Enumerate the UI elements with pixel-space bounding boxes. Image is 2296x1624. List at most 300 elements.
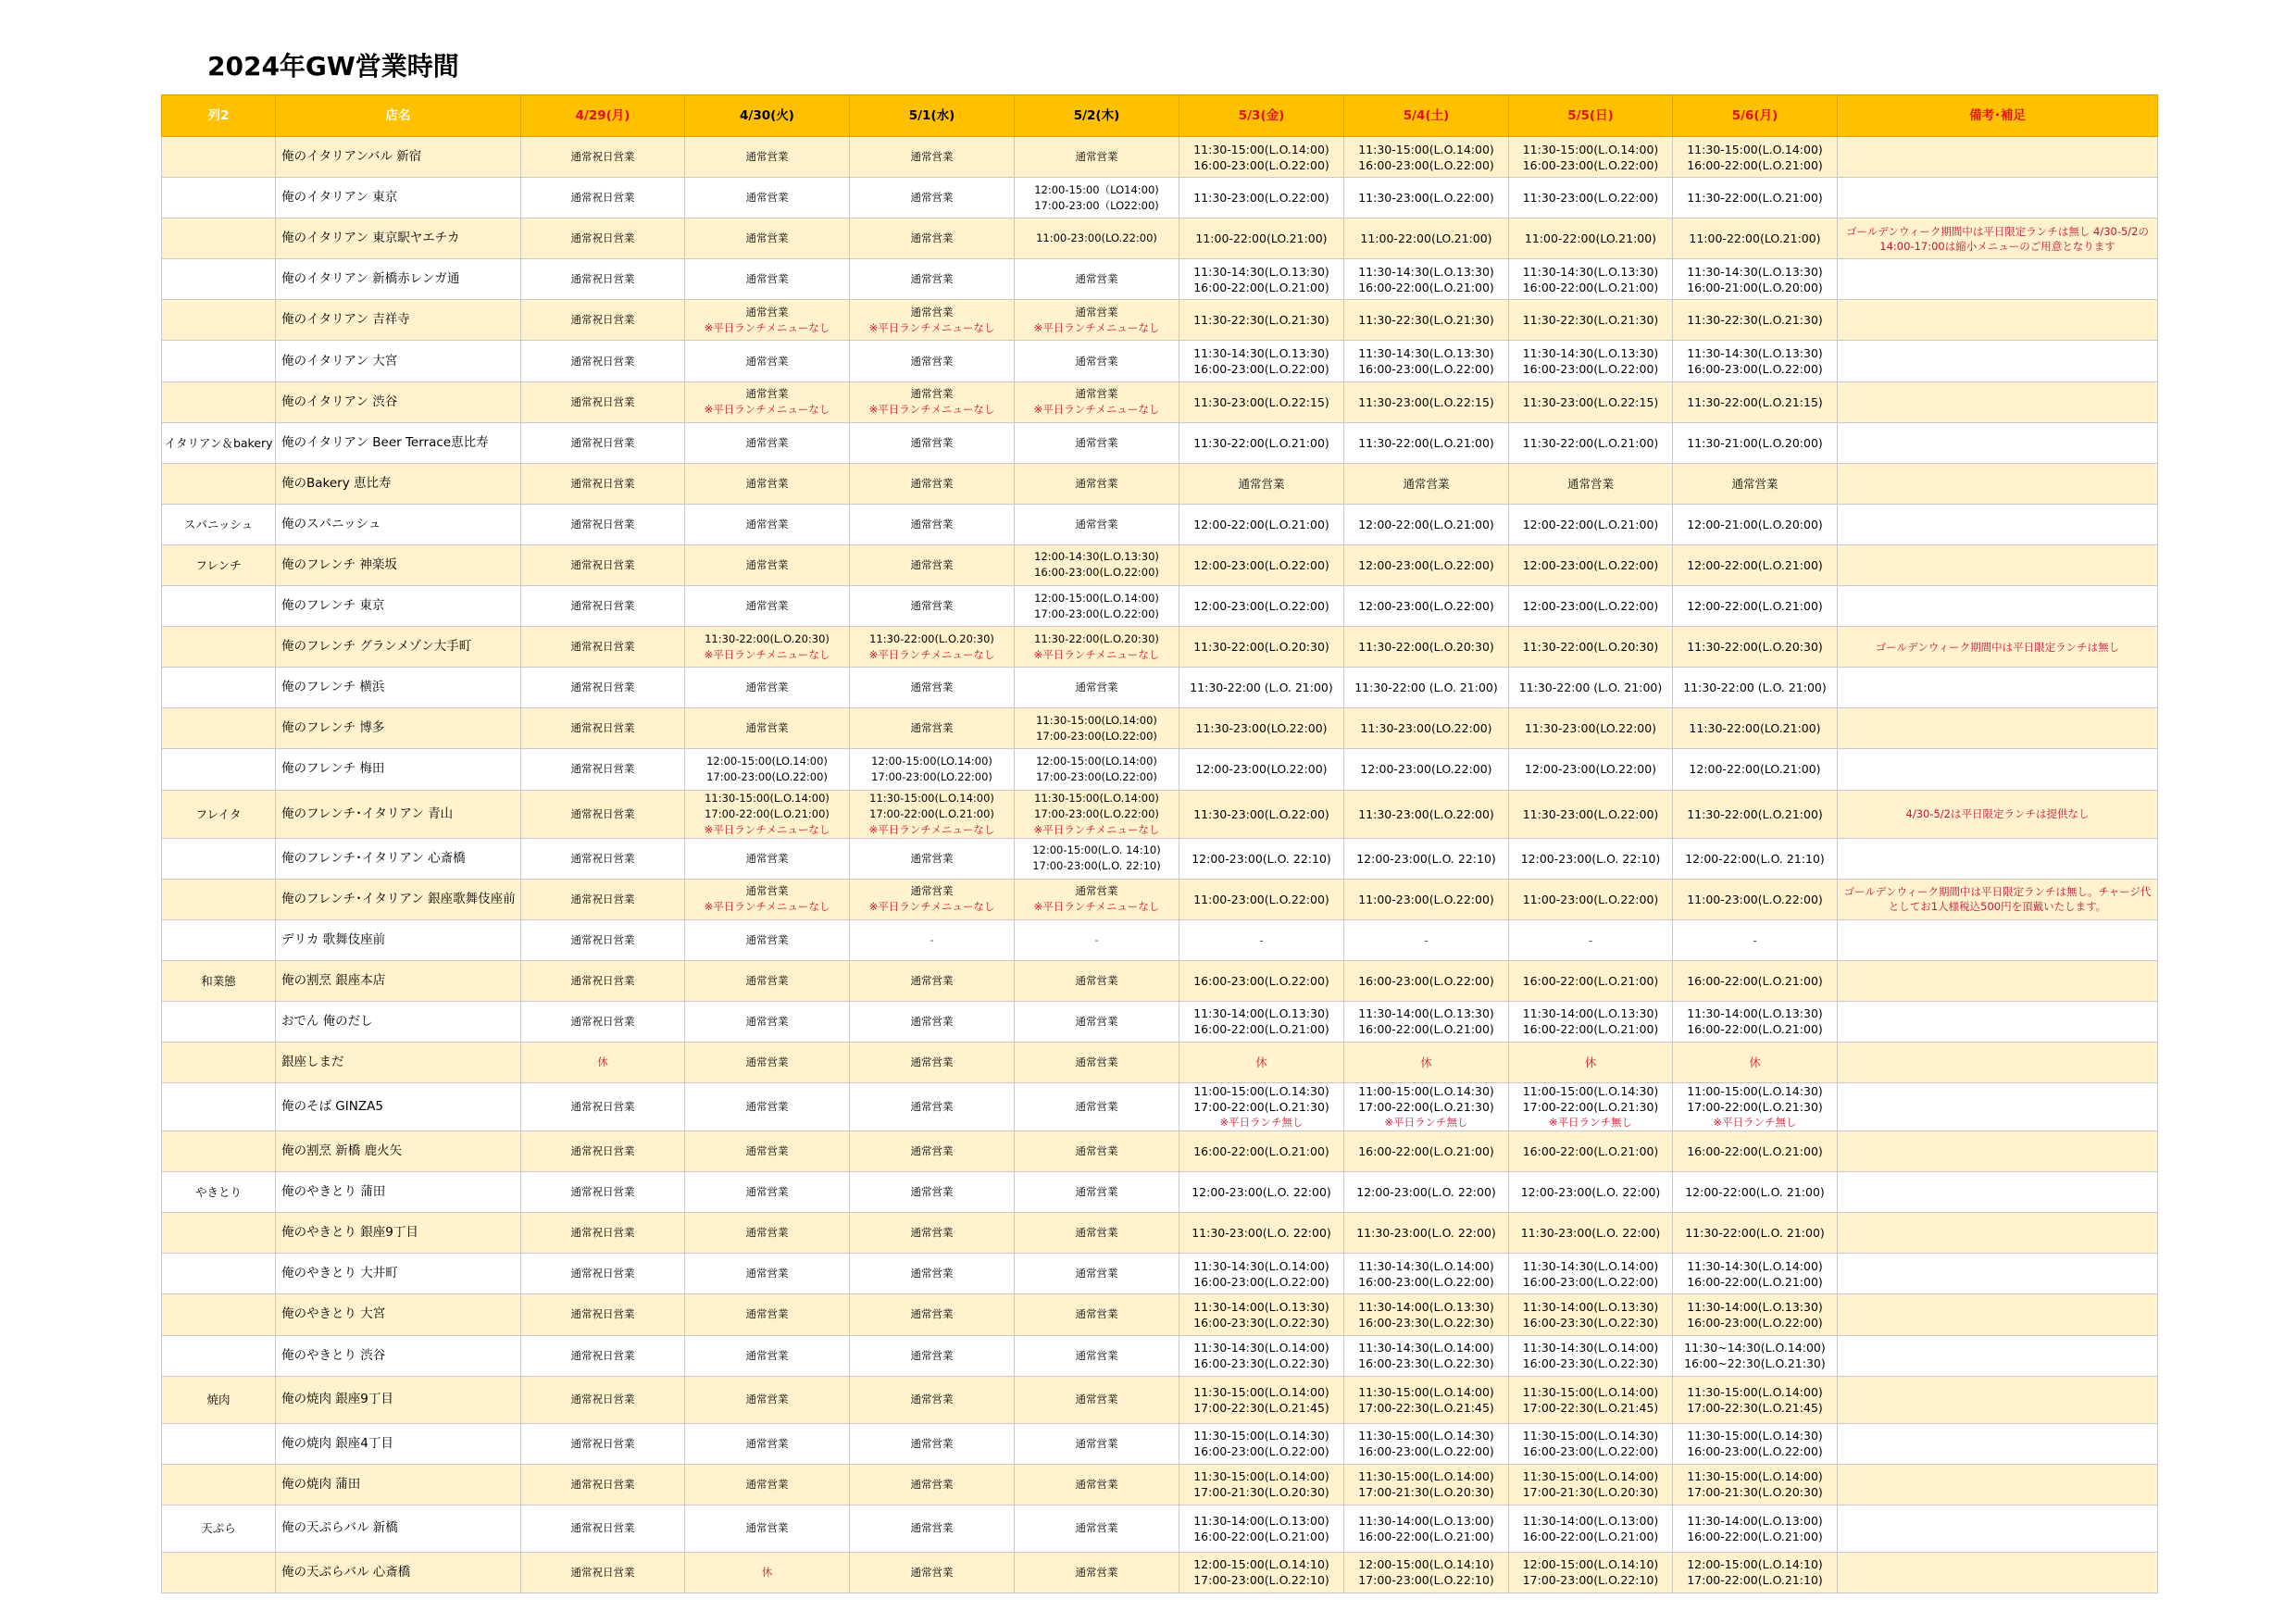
hours-cell bbox=[1509, 749, 1673, 790]
note-cell bbox=[1838, 422, 2158, 463]
hours-cell bbox=[1509, 1213, 1673, 1254]
hours-line: 通常営業 bbox=[745, 681, 789, 694]
hours-cell bbox=[1179, 960, 1344, 1001]
hours-line: 11:00-22:00(LO.21:00) bbox=[1360, 231, 1492, 246]
table-row bbox=[162, 1254, 2158, 1294]
hours-line: 11:30-15:00(LO.14:00) bbox=[1036, 713, 1157, 727]
note-cell bbox=[1838, 586, 2158, 627]
table-row bbox=[162, 1423, 2158, 1464]
hours-line: 通常営業 bbox=[910, 1521, 954, 1535]
table-row bbox=[162, 1335, 2158, 1376]
hours-cell bbox=[1015, 668, 1179, 708]
hours-line: 12:00-23:00(L.O.22:00) bbox=[1522, 599, 1659, 614]
note-cell bbox=[1838, 463, 2158, 504]
hours-line: 16:00-22:00(L.O.21:00) bbox=[1687, 1022, 1823, 1037]
hours-cell bbox=[1509, 1172, 1673, 1213]
hours-line: 11:30-15:00(L.O.14:00) bbox=[1358, 142, 1494, 156]
hours-cell bbox=[1344, 749, 1509, 790]
hours-cell bbox=[1015, 178, 1179, 219]
category-cell bbox=[162, 1423, 276, 1464]
hours-line: 通常営業 bbox=[1075, 1477, 1118, 1491]
store-name-cell: 俺のイタリアン 大宮 bbox=[276, 341, 521, 381]
hours-line: 12:00-23:00(L.O.22:00) bbox=[1358, 599, 1494, 614]
hours-cell bbox=[1179, 137, 1344, 178]
hours-line: 通常営業 bbox=[1075, 305, 1118, 319]
table-row bbox=[162, 1552, 2158, 1593]
hours-line: 11:30-14:00(L.O.13:30) bbox=[1522, 1006, 1659, 1021]
hours-line: 16:00-22:00(L.O.21:00) bbox=[1522, 1144, 1659, 1159]
category-cell bbox=[162, 919, 276, 960]
hours-cell bbox=[850, 137, 1015, 178]
hours-line: 16:00-22:00(L.O.21:00) bbox=[1193, 280, 1329, 294]
hours-line: 12:00-23:00(L.O. 22:10) bbox=[1356, 851, 1496, 866]
hours-line: 通常祝日営業 bbox=[570, 721, 635, 735]
hours-line: 17:00-22:00(L.O.21:30) bbox=[1522, 1100, 1659, 1115]
store-name-cell: 俺のフレンチ 神楽坂 bbox=[276, 544, 521, 585]
hours-cell bbox=[521, 544, 685, 585]
hours-line: 17:00-23:00(L.O.22:00) bbox=[1034, 806, 1159, 820]
lunch-note: ※平日ランチメニューなし bbox=[1033, 647, 1160, 661]
hours-cell bbox=[850, 219, 1015, 259]
hours-cell bbox=[1509, 341, 1673, 381]
hours-line: 通常営業 bbox=[745, 272, 789, 286]
hours-cell bbox=[850, 341, 1015, 381]
no-data-dash: - bbox=[930, 932, 934, 946]
hours-cell bbox=[1015, 1376, 1179, 1423]
hours-line: 通常営業 bbox=[745, 1348, 789, 1362]
hours-cell bbox=[1015, 1042, 1179, 1082]
hours-cell bbox=[685, 504, 850, 544]
hours-line: 16:00-22:00(L.O.21:00) bbox=[1193, 1144, 1329, 1159]
note-cell bbox=[1838, 1423, 2158, 1464]
hours-cell bbox=[850, 1083, 1015, 1131]
table-body bbox=[162, 137, 2158, 1593]
hours-cell bbox=[1509, 1552, 1673, 1593]
hours-cell bbox=[1673, 219, 1838, 259]
hours-cell bbox=[1344, 1335, 1509, 1376]
hours-cell bbox=[1673, 586, 1838, 627]
hours-cell bbox=[850, 381, 1015, 422]
hours-line: 11:30-22:30(L.O.21:30) bbox=[1687, 313, 1823, 328]
hours-cell bbox=[850, 960, 1015, 1001]
hours-cell bbox=[1179, 627, 1344, 668]
note-cell bbox=[1838, 1254, 2158, 1294]
hours-line: 通常祝日営業 bbox=[570, 1267, 635, 1280]
hours-cell bbox=[850, 259, 1015, 300]
hours-cell bbox=[1015, 219, 1179, 259]
table-row bbox=[162, 178, 2158, 219]
hours-line: 通常営業 bbox=[745, 476, 789, 490]
hours-cell bbox=[1015, 1464, 1179, 1505]
hours-line: 通常営業 bbox=[910, 1185, 954, 1199]
hours-cell bbox=[1015, 1505, 1179, 1552]
hours-line: 11:00-23:00(LO.22:00) bbox=[1036, 231, 1157, 245]
hours-line: 16:00-23:00(L.O.22:00) bbox=[1193, 1444, 1329, 1459]
hours-cell bbox=[1179, 1254, 1344, 1294]
hours-line: 通常営業 bbox=[1075, 150, 1118, 164]
lunch-note: ※平日ランチメニューなし bbox=[868, 900, 995, 914]
hours-line: 16:00-23:00(L.O.22:00) bbox=[1193, 973, 1329, 988]
hours-cell bbox=[1673, 381, 1838, 422]
hours-line: 11:30-14:30(L.O.13:30) bbox=[1358, 264, 1494, 279]
hours-cell bbox=[1015, 919, 1179, 960]
hours-line: 通常営業 bbox=[910, 1307, 954, 1321]
hours-line: 11:30-15:00(L.O.14:00) bbox=[1687, 1469, 1823, 1484]
hours-line: 16:00-22:00(L.O.21:00) bbox=[1358, 280, 1494, 294]
hours-line: 通常祝日営業 bbox=[570, 354, 635, 368]
hours-cell bbox=[1344, 1294, 1509, 1335]
hours-cell bbox=[850, 1001, 1015, 1042]
note-cell bbox=[1838, 708, 2158, 749]
hours-cell bbox=[1344, 879, 1509, 919]
note-cell bbox=[1838, 1001, 2158, 1042]
hours-cell bbox=[521, 627, 685, 668]
hours-cell bbox=[850, 463, 1015, 504]
store-name-cell: 俺のイタリアン 渋谷 bbox=[276, 381, 521, 422]
hours-cell bbox=[685, 708, 850, 749]
hours-line: 16:00-22:00(L.O.21:00) bbox=[1522, 973, 1659, 988]
hours-cell bbox=[1015, 1335, 1179, 1376]
hours-line: 11:30-15:00(L.O.14:00) bbox=[1034, 791, 1159, 805]
hours-cell bbox=[1344, 544, 1509, 585]
hours-line: 通常営業 bbox=[745, 851, 789, 865]
store-name-cell: 俺のイタリアンバル 新宿 bbox=[276, 137, 521, 178]
hours-cell bbox=[850, 504, 1015, 544]
hours-cell bbox=[1344, 1552, 1509, 1593]
hours-line: 17:00-23:00(LO.22:00) bbox=[1036, 729, 1157, 743]
hours-line: 16:00-22:00(L.O.21:00) bbox=[1358, 1022, 1494, 1037]
category-cell bbox=[162, 586, 276, 627]
hours-line: 11:30-22:30(L.O.21:30) bbox=[1358, 313, 1494, 328]
hours-cell bbox=[1509, 381, 1673, 422]
store-name-cell: 俺のフレンチ･イタリアン 心斎橋 bbox=[276, 838, 521, 879]
hours-line: 12:00-21:00(L.O.20:00) bbox=[1687, 517, 1823, 531]
hours-cell bbox=[850, 1131, 1015, 1172]
hours-cell bbox=[521, 1505, 685, 1552]
note-cell bbox=[1838, 178, 2158, 219]
hours-line: 11:30-23:00(L.O.22:15) bbox=[1358, 394, 1494, 409]
hours-line: 通常祝日営業 bbox=[570, 1144, 635, 1158]
hours-cell bbox=[1179, 219, 1344, 259]
hours-line: 17:00-23:00(L.O.22:00) bbox=[1034, 606, 1159, 620]
hours-cell bbox=[521, 838, 685, 879]
lunch-note: ※平日ランチ無し bbox=[1384, 1116, 1468, 1130]
note-cell bbox=[1838, 259, 2158, 300]
hours-line: 16:00-23:00(L.O.22:00) bbox=[1522, 157, 1659, 172]
note-cell bbox=[1838, 1464, 2158, 1505]
hours-line: 通常祝日営業 bbox=[570, 1393, 635, 1406]
table-row bbox=[162, 259, 2158, 300]
hours-line: 11:30-22:00(L.O.20:30) bbox=[1358, 640, 1494, 655]
store-name-cell: 俺のBakery 恵比寿 bbox=[276, 463, 521, 504]
hours-line: 12:00-15:00(L.O.14:10) bbox=[1522, 1557, 1659, 1572]
closed-label: 休 bbox=[597, 1056, 608, 1069]
hours-cell bbox=[850, 1376, 1015, 1423]
lunch-note: ※平日ランチメニューなし bbox=[868, 647, 995, 661]
hours-cell bbox=[1509, 790, 1673, 838]
hours-line: 11:30-23:00(L.O.22:00) bbox=[1522, 806, 1659, 821]
hours-cell bbox=[1673, 422, 1838, 463]
hours-line: 通常営業 bbox=[745, 1477, 789, 1491]
note-cell bbox=[1838, 838, 2158, 879]
hours-cell bbox=[1344, 1254, 1509, 1294]
hours-line: 16:00-22:00(L.O.21:00) bbox=[1687, 1144, 1823, 1159]
hours-cell bbox=[1344, 300, 1509, 341]
hours-cell bbox=[1509, 137, 1673, 178]
hours-cell bbox=[1179, 668, 1344, 708]
hours-line: 通常祝日営業 bbox=[570, 1436, 635, 1450]
hours-cell bbox=[850, 790, 1015, 838]
hours-cell bbox=[1344, 259, 1509, 300]
hours-line: 通常営業 bbox=[910, 851, 954, 865]
hours-line: 11:30-22:00(L.O.20:30) bbox=[869, 631, 994, 645]
closed-label: 休 bbox=[1255, 1056, 1267, 1070]
hours-cell bbox=[1015, 838, 1179, 879]
hours-cell bbox=[1179, 1213, 1344, 1254]
category-cell bbox=[162, 749, 276, 790]
hours-cell bbox=[685, 1131, 850, 1172]
hours-cell bbox=[521, 178, 685, 219]
hours-cell bbox=[521, 1376, 685, 1423]
store-name-cell: 俺の割烹 新橋 鹿火矢 bbox=[276, 1131, 521, 1172]
hours-line: 通常営業 bbox=[745, 721, 789, 735]
hours-cell bbox=[850, 919, 1015, 960]
hours-line: 11:30-22:00 (L.O. 21:00) bbox=[1354, 681, 1498, 695]
hours-line: 17:00-22:30(L.O.21:45) bbox=[1687, 1400, 1823, 1415]
hours-line: 通常営業 bbox=[1075, 1521, 1118, 1535]
hours-line: 11:30-14:00(L.O.13:00) bbox=[1687, 1513, 1823, 1528]
hours-line: 通常営業 bbox=[910, 272, 954, 286]
category-cell bbox=[162, 668, 276, 708]
header-row bbox=[162, 95, 2158, 137]
hours-cell bbox=[1673, 1172, 1838, 1213]
hours-cell bbox=[850, 838, 1015, 879]
hours-cell bbox=[1509, 1254, 1673, 1294]
hours-line: 16:00-22:00(L.O.21:00) bbox=[1522, 1529, 1659, 1543]
hours-line: 11:30-14:00(L.O.13:30) bbox=[1687, 1006, 1823, 1021]
hours-line: 12:00-15:00(L.O.14:10) bbox=[1358, 1557, 1494, 1572]
header-date-0503: 5/3(金) bbox=[1179, 95, 1344, 137]
hours-cell bbox=[685, 381, 850, 422]
hours-line: 通常祝日営業 bbox=[570, 313, 635, 327]
hours-line: 16:00-22:00(L.O.21:00) bbox=[1687, 1274, 1823, 1289]
hours-cell bbox=[1015, 1213, 1179, 1254]
hours-line: 通常営業 bbox=[910, 305, 954, 319]
store-name-cell: 俺の焼肉 銀座4丁目 bbox=[276, 1423, 521, 1464]
note-cell bbox=[1838, 300, 2158, 341]
note-cell bbox=[1838, 1042, 2158, 1082]
hours-line: 通常祝日営業 bbox=[570, 1348, 635, 1362]
hours-line: 通常営業 bbox=[1075, 1436, 1118, 1450]
hours-cell bbox=[850, 1505, 1015, 1552]
store-name-cell: 俺のフレンチ･イタリアン 青山 bbox=[276, 790, 521, 838]
hours-line: 11:30-14:30(L.O.14:00) bbox=[1193, 1258, 1329, 1273]
hours-cell bbox=[1179, 1083, 1344, 1131]
hours-cell bbox=[1344, 1213, 1509, 1254]
hours-line: 11:30-21:00(L.O.20:00) bbox=[1687, 435, 1823, 450]
hours-line: 通常祝日営業 bbox=[570, 973, 635, 987]
hours-cell bbox=[1673, 1552, 1838, 1593]
hours-line: 17:00-22:30(L.O.21:45) bbox=[1522, 1400, 1659, 1415]
hours-line: 11:30-23:00(L.O.22:00) bbox=[1193, 806, 1329, 821]
hours-cell bbox=[685, 1294, 850, 1335]
hours-line: 12:00-23:00(LO.22:00) bbox=[1195, 762, 1328, 777]
hours-line: 11:30-23:00(LO.22:00) bbox=[1524, 721, 1657, 736]
hours-line: 通常営業 bbox=[910, 1393, 954, 1406]
hours-line: 11:30-15:00(L.O.14:30) bbox=[1193, 1429, 1329, 1443]
hours-line: 通常祝日営業 bbox=[570, 517, 635, 531]
hours-cell bbox=[1344, 137, 1509, 178]
hours-cell bbox=[685, 1505, 850, 1552]
hours-line: 11:30-22:00(L.O. 21:00) bbox=[1685, 1226, 1825, 1241]
hours-cell bbox=[1509, 586, 1673, 627]
category-cell bbox=[162, 1042, 276, 1082]
hours-cell bbox=[850, 668, 1015, 708]
hours-line: 16:00-23:00(L.O.22:00) bbox=[1358, 362, 1494, 377]
hours-line: 通常営業 bbox=[745, 1307, 789, 1321]
hours-line: 11:30-14:30(L.O.14:00) bbox=[1522, 1341, 1659, 1355]
hours-line: 通常営業 bbox=[1075, 1185, 1118, 1199]
hours-cell bbox=[1509, 1335, 1673, 1376]
hours-line: 16:00-22:00(L.O.21:00) bbox=[1193, 1022, 1329, 1037]
hours-cell bbox=[1015, 627, 1179, 668]
hours-cell bbox=[1344, 586, 1509, 627]
category-cell bbox=[162, 341, 276, 381]
hours-line: 11:30-14:00(L.O.13:00) bbox=[1358, 1513, 1494, 1528]
hours-cell bbox=[1344, 1001, 1509, 1042]
hours-cell bbox=[1179, 1335, 1344, 1376]
hours-line: 17:00-22:00(L.O.21:30) bbox=[1193, 1100, 1329, 1115]
hours-line: 通常祝日営業 bbox=[570, 1100, 635, 1114]
hours-line: 16:00-23:00(L.O.22:00) bbox=[1687, 362, 1823, 377]
hours-cell bbox=[1673, 341, 1838, 381]
hours-line: 12:00-15:00(L.O.14:00) bbox=[1034, 591, 1159, 605]
hours-cell bbox=[1015, 1001, 1179, 1042]
table-row bbox=[162, 668, 2158, 708]
hours-line: 17:00-23:00(L.O.22:10) bbox=[1522, 1573, 1659, 1588]
hours-cell bbox=[1179, 1464, 1344, 1505]
category-cell bbox=[162, 627, 276, 668]
note-cell bbox=[1838, 1505, 2158, 1552]
table-row bbox=[162, 586, 2158, 627]
hours-cell bbox=[1344, 790, 1509, 838]
note-cell bbox=[1838, 341, 2158, 381]
hours-line: 12:00-22:00(L.O. 21:00) bbox=[1685, 1185, 1825, 1200]
hours-line: 11:00-15:00(L.O.14:30) bbox=[1687, 1084, 1823, 1099]
hours-cell bbox=[1344, 422, 1509, 463]
hours-line: 通常営業 bbox=[910, 517, 954, 531]
hours-cell bbox=[1673, 1042, 1838, 1082]
hours-cell bbox=[521, 259, 685, 300]
hours-line: 通常祝日営業 bbox=[570, 1477, 635, 1491]
hours-cell bbox=[850, 544, 1015, 585]
hours-line: 12:00-14:30(L.O.13:30) bbox=[1034, 550, 1159, 564]
note-cell bbox=[1838, 381, 2158, 422]
table-row bbox=[162, 879, 2158, 919]
hours-line: 16:00-23:30(L.O.22:30) bbox=[1522, 1356, 1659, 1371]
hours-line: 11:30-23:00(L.O.22:15) bbox=[1193, 394, 1329, 409]
hours-cell bbox=[850, 879, 1015, 919]
hours-cell bbox=[1015, 1294, 1179, 1335]
hours-cell bbox=[1673, 838, 1838, 879]
store-name-cell: 俺のイタリアン 東京駅ヤエチカ bbox=[276, 219, 521, 259]
hours-cell bbox=[1673, 749, 1838, 790]
store-name-cell: 銀座しまだ bbox=[276, 1042, 521, 1082]
hours-line: 11:30-14:30(L.O.14:00) bbox=[1522, 1258, 1659, 1273]
table-row bbox=[162, 504, 2158, 544]
hours-line: 17:00-21:30(L.O.20:30) bbox=[1522, 1485, 1659, 1500]
hours-line: 通常営業 bbox=[1075, 1565, 1118, 1579]
hours-table bbox=[161, 94, 2158, 1593]
hours-cell bbox=[1015, 341, 1179, 381]
hours-line: 11:30-14:30(L.O.14:00) bbox=[1687, 1258, 1823, 1273]
hours-cell bbox=[1344, 1423, 1509, 1464]
hours-cell bbox=[1015, 422, 1179, 463]
hours-cell bbox=[1015, 790, 1179, 838]
hours-line: 通常営業 bbox=[745, 557, 789, 571]
hours-cell bbox=[521, 1254, 685, 1294]
hours-cell bbox=[1179, 790, 1344, 838]
hours-line: 12:00-15:00(LO.14:00) bbox=[871, 754, 992, 768]
hours-line: 17:00-23:00（LO22:00) bbox=[1034, 198, 1159, 212]
store-name-cell: 俺のイタリアン Beer Terrace恵比寿 bbox=[276, 422, 521, 463]
hours-line: 通常営業 bbox=[745, 1185, 789, 1199]
hours-cell bbox=[1673, 1001, 1838, 1042]
hours-cell bbox=[1509, 1376, 1673, 1423]
hours-cell bbox=[685, 1552, 850, 1593]
hours-line: 16:00-23:00(L.O.22:00) bbox=[1358, 157, 1494, 172]
hours-cell bbox=[850, 1172, 1015, 1213]
hours-cell bbox=[1509, 544, 1673, 585]
hours-line: 11:00-23:00(L.O.22:00) bbox=[1358, 892, 1494, 906]
hours-line: 17:00-22:30(L.O.21:45) bbox=[1193, 1400, 1329, 1415]
hours-cell bbox=[1509, 708, 1673, 749]
store-name-cell: 俺のフレンチ グランメゾン大手町 bbox=[276, 627, 521, 668]
hours-cell bbox=[1015, 879, 1179, 919]
hours-cell bbox=[685, 1423, 850, 1464]
store-name-cell: 俺のイタリアン 新橋赤レンガ通 bbox=[276, 259, 521, 300]
hours-cell bbox=[1179, 1552, 1344, 1593]
hours-cell bbox=[685, 879, 850, 919]
hours-line: 11:30-14:30(L.O.14:00) bbox=[1358, 1341, 1494, 1355]
hours-cell bbox=[1509, 960, 1673, 1001]
hours-line: 通常祝日営業 bbox=[570, 150, 635, 164]
hours-line: 11:30-15:00(L.O.14:00) bbox=[705, 791, 830, 805]
hours-line: 11:30-22:00(L.O.20:30) bbox=[1522, 640, 1659, 655]
hours-line: 11:30-14:30(L.O.13:30) bbox=[1522, 346, 1659, 361]
hours-cell bbox=[521, 1083, 685, 1131]
hours-line: 16:00-23:00(L.O.22:00) bbox=[1193, 362, 1329, 377]
hours-cell bbox=[1344, 919, 1509, 960]
category-cell bbox=[162, 219, 276, 259]
hours-cell bbox=[685, 838, 850, 879]
hours-line: 通常営業 bbox=[910, 557, 954, 571]
hours-line: 12:00-23:00(L.O.22:00) bbox=[1193, 599, 1329, 614]
store-name-cell: 俺のフレンチ 横浜 bbox=[276, 668, 521, 708]
hours-cell bbox=[1509, 627, 1673, 668]
hours-line: 11:00-23:00(L.O.22:00) bbox=[1193, 892, 1329, 906]
hours-cell bbox=[1179, 749, 1344, 790]
hours-cell bbox=[521, 879, 685, 919]
hours-cell bbox=[1179, 381, 1344, 422]
hours-line: 16:00-23:00(L.O.22:00) bbox=[1522, 1274, 1659, 1289]
page-title: 2024年GW営業時間 bbox=[207, 51, 459, 81]
hours-line: 通常営業 bbox=[1075, 517, 1118, 531]
hours-line: 通常営業 bbox=[910, 150, 954, 164]
hours-line: 通常営業 bbox=[1075, 1307, 1118, 1321]
hours-cell bbox=[1015, 1254, 1179, 1294]
hours-cell bbox=[1673, 504, 1838, 544]
